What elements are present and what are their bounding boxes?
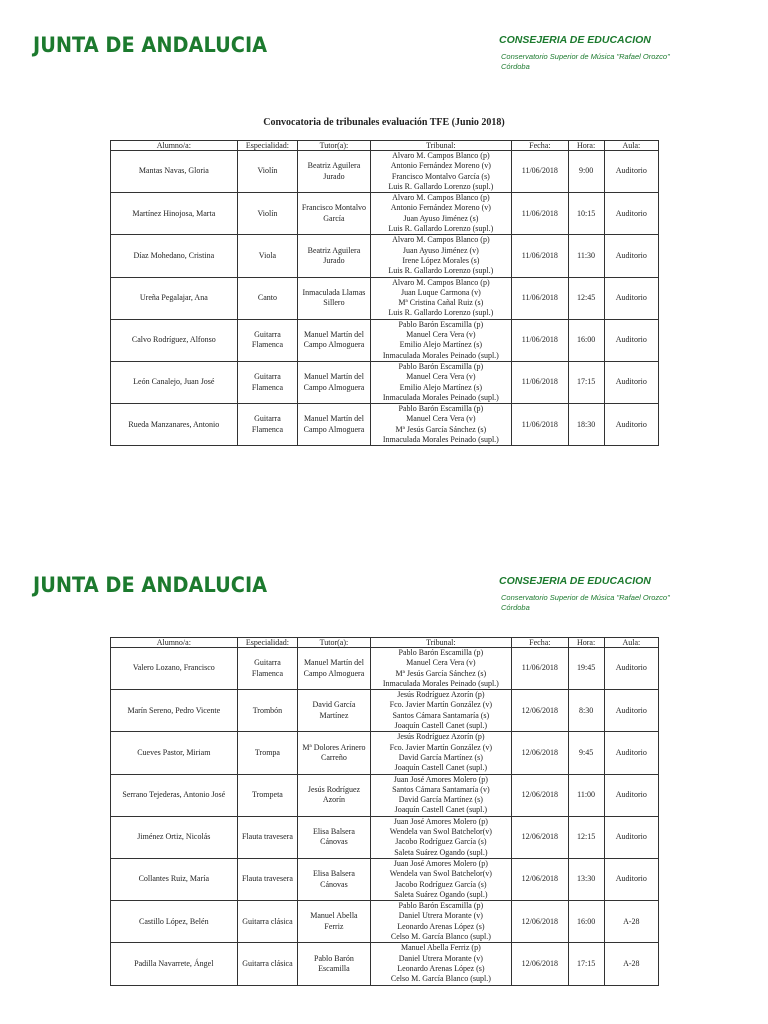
tribunal-member: Alvaro M. Campos Blanco (p) bbox=[392, 277, 490, 287]
cell-tribunal bbox=[370, 774, 512, 816]
cell-alumno: León Canalejo, Juan José bbox=[111, 361, 238, 403]
cell-tutor: David García Martínez bbox=[298, 690, 370, 732]
tribunal-member: Juan Ayuso Jiménez (v) bbox=[402, 245, 479, 255]
tribunal-member: David García Martínez (s) bbox=[398, 752, 483, 762]
cell-especialidad: Flauta travesera bbox=[237, 858, 298, 900]
tribunal-member: Leonardo Arenas López (s) bbox=[397, 921, 485, 931]
tribunal-member: Inmaculada Morales Peinado (supl.) bbox=[382, 435, 499, 445]
tribunal-member: Luis R. Gallardo Lorenzo (supl.) bbox=[388, 181, 494, 191]
cell-tribunal bbox=[370, 732, 512, 774]
cell-alumno: Cueves Pastor, Miriam bbox=[111, 732, 238, 774]
cell-hora: 16:00 bbox=[568, 901, 604, 943]
cell-tribunal bbox=[370, 361, 512, 403]
cell-hora: 11:30 bbox=[568, 235, 604, 277]
cell-alumno: Mantas Navas, Gloria bbox=[111, 151, 238, 193]
cell-especialidad: Guitarra Flamenca bbox=[237, 648, 298, 690]
cell-fecha: 12/06/2018 bbox=[512, 816, 568, 858]
cell-hora: 12:15 bbox=[568, 816, 604, 858]
cell-fecha: 11/06/2018 bbox=[512, 319, 568, 361]
tribunal-member: Juan José Amores Molero (p) bbox=[393, 816, 488, 826]
tribunal-member: Antonio Fernández Moreno (v) bbox=[390, 203, 491, 213]
column-header-hora: Hora: bbox=[568, 638, 604, 648]
tribunal-member: Santos Cámara Santamaría (s) bbox=[392, 710, 490, 720]
tribunal-member: Pablo Barón Escamilla (p) bbox=[398, 319, 484, 329]
tribunal-member: Manuel Abella Ferriz (p) bbox=[400, 943, 481, 953]
cell-hora: 10:15 bbox=[568, 193, 604, 235]
tribunal-member: Inmaculada Morales Peinado (supl.) bbox=[382, 350, 499, 360]
column-header-especialidad: Especialidad: bbox=[237, 141, 298, 151]
cell-alumno: Martínez Hinojosa, Marta bbox=[111, 193, 238, 235]
cell-aula: Auditorio bbox=[604, 858, 658, 900]
cell-tribunal bbox=[370, 277, 512, 319]
tribunal-member: Wendela van Swol Batchelor(v) bbox=[389, 869, 492, 879]
table-header-row bbox=[111, 638, 659, 648]
city-name: Córdoba bbox=[501, 62, 530, 71]
tribunal-member: Jesús Rodríguez Azorín (p) bbox=[397, 690, 485, 700]
tribunal-member: Francisco Montalvo García (s) bbox=[391, 171, 490, 181]
cell-aula: Auditorio bbox=[604, 648, 658, 690]
table-row bbox=[111, 648, 659, 690]
tribunal-member: Fco. Javier Martín González (v) bbox=[389, 742, 493, 752]
cell-tutor: Inmaculada Llamas Sillero bbox=[298, 277, 370, 319]
cell-tutor: Manuel Abella Ferriz bbox=[298, 901, 370, 943]
tribunal-member: Mª Cristina Cañal Ruiz (s) bbox=[398, 298, 484, 308]
column-header-fecha: Fecha: bbox=[512, 141, 568, 151]
tribunal-table-1 bbox=[110, 140, 659, 446]
cell-aula: Auditorio bbox=[604, 404, 658, 446]
column-header-aula: Aula: bbox=[604, 638, 658, 648]
tribunal-member: Celso M. García Blanco (supl.) bbox=[390, 932, 491, 942]
conservatorio-name: Conservatorio Superior de Música "Rafael Orozco" bbox=[501, 593, 670, 602]
tribunal-member: Pablo Barón Escamilla (p) bbox=[398, 404, 484, 414]
tribunal-member: Antonio Fernández Moreno (v) bbox=[390, 161, 491, 171]
cell-especialidad: Violín bbox=[237, 193, 298, 235]
cell-aula: A-28 bbox=[604, 943, 658, 985]
cell-fecha: 12/06/2018 bbox=[512, 901, 568, 943]
cell-especialidad: Guitarra Flamenca bbox=[237, 361, 298, 403]
tribunal-member: Fco. Javier Martín González (v) bbox=[389, 700, 493, 710]
cell-aula: Auditorio bbox=[604, 151, 658, 193]
cell-fecha: 11/06/2018 bbox=[512, 404, 568, 446]
tribunal-member: Irene López Morales (s) bbox=[402, 255, 480, 265]
cell-fecha: 11/06/2018 bbox=[512, 151, 568, 193]
table-row bbox=[111, 151, 659, 193]
tribunal-table-2 bbox=[110, 637, 659, 986]
table-row bbox=[111, 235, 659, 277]
tribunal-member: Daniel Utrera Morante (v) bbox=[398, 911, 483, 921]
cell-aula: Auditorio bbox=[604, 690, 658, 732]
cell-fecha: 12/06/2018 bbox=[512, 943, 568, 985]
cell-fecha: 11/06/2018 bbox=[512, 361, 568, 403]
tribunal-member: Luis R. Gallardo Lorenzo (supl.) bbox=[388, 266, 494, 276]
tribunal-member: Pablo Barón Escamilla (p) bbox=[398, 361, 484, 371]
tribunal-member: Joaquín Castell Canet (supl.) bbox=[394, 721, 488, 731]
tribunal-member: Alvaro M. Campos Blanco (p) bbox=[392, 193, 490, 203]
cell-tutor: Pablo Barón Escamilla bbox=[298, 943, 370, 985]
tribunal-member: Juan Ayuso Jiménez (s) bbox=[403, 213, 479, 223]
cell-alumno: Collantes Ruiz, María bbox=[111, 858, 238, 900]
tribunal-member: Luis R. Gallardo Lorenzo (supl.) bbox=[388, 224, 494, 234]
tribunal-member: Manuel Cera Vera (v) bbox=[406, 372, 476, 382]
column-header-aula: Aula: bbox=[604, 141, 658, 151]
cell-tribunal bbox=[370, 319, 512, 361]
table-row bbox=[111, 277, 659, 319]
cell-tutor: Francisco Montalvo García bbox=[298, 193, 370, 235]
column-header-hora: Hora: bbox=[568, 141, 604, 151]
table-row bbox=[111, 361, 659, 403]
table-row bbox=[111, 319, 659, 361]
tribunal-member: Jacobo Rodríguez García (s) bbox=[395, 837, 487, 847]
consejeria-heading: CONSEJERIA DE EDUCACION bbox=[499, 34, 651, 46]
cell-tutor: Manuel Martín del Campo Almoguera bbox=[298, 648, 370, 690]
cell-especialidad: Trompeta bbox=[237, 774, 298, 816]
table-row bbox=[111, 774, 659, 816]
document-title: Convocatoria de tribunales evaluación TFE (Junio 2018) bbox=[263, 117, 505, 128]
cell-especialidad: Guitarra clásica bbox=[237, 901, 298, 943]
cell-hora: 11:00 bbox=[568, 774, 604, 816]
table-row bbox=[111, 404, 659, 446]
tribunal-member: Juan José Amores Molero (p) bbox=[393, 774, 488, 784]
cell-hora: 9:45 bbox=[568, 732, 604, 774]
cell-tutor: Elisa Balsera Cánovas bbox=[298, 816, 370, 858]
tribunal-member: Emilio Alejo Martínez (s) bbox=[399, 340, 483, 350]
cell-aula: Auditorio bbox=[604, 235, 658, 277]
cell-especialidad: Guitarra clásica bbox=[237, 943, 298, 985]
tribunal-member: Leonardo Arenas López (s) bbox=[397, 963, 485, 973]
cell-alumno: Calvo Rodríguez, Alfonso bbox=[111, 319, 238, 361]
cell-tutor: Manuel Martín del Campo Almoguera bbox=[298, 361, 370, 403]
cell-hora: 17:15 bbox=[568, 361, 604, 403]
city-name: Córdoba bbox=[501, 603, 530, 612]
cell-tutor: Elisa Balsera Cánovas bbox=[298, 858, 370, 900]
consejeria-heading: CONSEJERIA DE EDUCACION bbox=[499, 575, 651, 587]
tribunal-member: Daniel Utrera Morante (v) bbox=[398, 953, 483, 963]
table-body bbox=[111, 151, 659, 446]
tribunal-member: Joaquín Castell Canet (supl.) bbox=[394, 763, 488, 773]
tribunal-member: Manuel Cera Vera (v) bbox=[406, 658, 476, 668]
cell-alumno: Castillo López, Belén bbox=[111, 901, 238, 943]
tribunal-member: Jacobo Rodríguez García (s) bbox=[395, 879, 487, 889]
cell-tutor: Manuel Martín del Campo Almoguera bbox=[298, 319, 370, 361]
cell-tribunal bbox=[370, 404, 512, 446]
cell-tribunal bbox=[370, 235, 512, 277]
cell-aula: Auditorio bbox=[604, 193, 658, 235]
cell-alumno: Marín Sereno, Pedro Vicente bbox=[111, 690, 238, 732]
table-header-row bbox=[111, 141, 659, 151]
cell-aula: Auditorio bbox=[604, 774, 658, 816]
cell-tribunal bbox=[370, 151, 512, 193]
tribunal-member: Wendela van Swol Batchelor(v) bbox=[389, 827, 492, 837]
cell-hora: 16:00 bbox=[568, 319, 604, 361]
column-header-tutor: Tutor(a): bbox=[298, 141, 370, 151]
column-header-fecha: Fecha: bbox=[512, 638, 568, 648]
cell-fecha: 11/06/2018 bbox=[512, 277, 568, 319]
cell-especialidad: Violín bbox=[237, 151, 298, 193]
tribunal-member: Luis R. Gallardo Lorenzo (supl.) bbox=[388, 308, 494, 318]
cell-tutor: Mª Dolores Arinero Carreño bbox=[298, 732, 370, 774]
cell-alumno: Serrano Tejederas, Antonio José bbox=[111, 774, 238, 816]
tribunal-member: Saleta Suárez Ogando (supl.) bbox=[394, 847, 488, 857]
column-header-alumno: Alumno/a: bbox=[111, 638, 238, 648]
junta-logo: JUNTA DE ANDALUCIA bbox=[33, 33, 268, 57]
cell-alumno: Díaz Mohedano, Cristina bbox=[111, 235, 238, 277]
tribunal-member: Santos Cámara Santamaría (v) bbox=[392, 784, 490, 794]
cell-hora: 12:45 bbox=[568, 277, 604, 319]
cell-especialidad: Guitarra Flamenca bbox=[237, 404, 298, 446]
cell-tribunal bbox=[370, 690, 512, 732]
cell-especialidad: Trompa bbox=[237, 732, 298, 774]
tribunal-member: Juan Luque Carmona (v) bbox=[400, 287, 481, 297]
cell-fecha: 12/06/2018 bbox=[512, 774, 568, 816]
tribunal-member: Pablo Barón Escamilla (p) bbox=[398, 648, 484, 657]
tribunal-member: Celso M. García Blanco (supl.) bbox=[390, 974, 491, 984]
cell-especialidad: Guitarra Flamenca bbox=[237, 319, 298, 361]
cell-fecha: 12/06/2018 bbox=[512, 690, 568, 732]
cell-tutor: Jesús Rodríguez Azorín bbox=[298, 774, 370, 816]
tribunal-member: David García Martínez (s) bbox=[398, 795, 483, 805]
cell-tutor: Beatriz Aguilera Jurado bbox=[298, 235, 370, 277]
tribunal-member: Jesús Rodríguez Azorín (p) bbox=[397, 732, 485, 742]
tribunal-member: Joaquín Castell Canet (supl.) bbox=[394, 805, 488, 815]
tribunal-member: Manuel Cera Vera (v) bbox=[406, 330, 476, 340]
cell-aula: Auditorio bbox=[604, 319, 658, 361]
cell-hora: 19:45 bbox=[568, 648, 604, 690]
cell-tribunal bbox=[370, 193, 512, 235]
tribunal-member: Saleta Suárez Ogando (supl.) bbox=[394, 889, 488, 899]
cell-tribunal bbox=[370, 816, 512, 858]
table-row bbox=[111, 858, 659, 900]
table-body bbox=[111, 648, 659, 986]
cell-especialidad: Canto bbox=[237, 277, 298, 319]
cell-fecha: 11/06/2018 bbox=[512, 235, 568, 277]
cell-alumno: Rueda Manzanares, Antonio bbox=[111, 404, 238, 446]
cell-fecha: 12/06/2018 bbox=[512, 858, 568, 900]
column-header-especialidad: Especialidad: bbox=[237, 638, 298, 648]
tribunal-member: Inmaculada Morales Peinado (supl.) bbox=[382, 392, 499, 402]
cell-alumno: Valero Lozano, Francisco bbox=[111, 648, 238, 690]
cell-hora: 13:30 bbox=[568, 858, 604, 900]
cell-tribunal bbox=[370, 943, 512, 985]
table-row bbox=[111, 816, 659, 858]
cell-tribunal bbox=[370, 901, 512, 943]
column-header-tutor: Tutor(a): bbox=[298, 638, 370, 648]
cell-hora: 17:15 bbox=[568, 943, 604, 985]
cell-aula: Auditorio bbox=[604, 277, 658, 319]
tribunal-member: Mª Jesús García Sánchez (s) bbox=[395, 668, 487, 678]
tribunal-member: Pablo Barón Escamilla (p) bbox=[398, 901, 484, 911]
cell-aula: Auditorio bbox=[604, 361, 658, 403]
tribunal-member: Mª Jesús García Sánchez (s) bbox=[395, 424, 487, 434]
cell-fecha: 11/06/2018 bbox=[512, 193, 568, 235]
cell-tutor: Manuel Martín del Campo Almoguera bbox=[298, 404, 370, 446]
junta-logo: JUNTA DE ANDALUCIA bbox=[33, 573, 268, 597]
cell-tribunal bbox=[370, 648, 512, 690]
cell-aula: Auditorio bbox=[604, 732, 658, 774]
cell-alumno: Padilla Navarrete, Ángel bbox=[111, 943, 238, 985]
cell-especialidad: Trombón bbox=[237, 690, 298, 732]
conservatorio-name: Conservatorio Superior de Música "Rafael Orozco" bbox=[501, 52, 670, 61]
cell-aula: Auditorio bbox=[604, 816, 658, 858]
cell-alumno: Ureña Pegalajar, Ana bbox=[111, 277, 238, 319]
column-header-tribunal: Tribunal: bbox=[370, 141, 512, 151]
cell-especialidad: Flauta travesera bbox=[237, 816, 298, 858]
table-row bbox=[111, 193, 659, 235]
cell-fecha: 12/06/2018 bbox=[512, 732, 568, 774]
table-row bbox=[111, 690, 659, 732]
tribunal-member: Emilio Alejo Martínez (s) bbox=[399, 382, 483, 392]
cell-hora: 18:30 bbox=[568, 404, 604, 446]
cell-tutor: Beatriz Aguilera Jurado bbox=[298, 151, 370, 193]
cell-hora: 8:30 bbox=[568, 690, 604, 732]
table-row bbox=[111, 943, 659, 985]
tribunal-member: Inmaculada Morales Peinado (supl.) bbox=[382, 678, 499, 688]
tribunal-member: Manuel Cera Vera (v) bbox=[406, 414, 476, 424]
cell-tribunal bbox=[370, 858, 512, 900]
column-header-tribunal: Tribunal: bbox=[370, 638, 512, 648]
tribunal-member: Alvaro M. Campos Blanco (p) bbox=[392, 151, 490, 160]
tribunal-member: Juan José Amores Molero (p) bbox=[393, 858, 488, 868]
tribunal-member: Alvaro M. Campos Blanco (p) bbox=[392, 235, 490, 245]
table-row bbox=[111, 732, 659, 774]
cell-fecha: 11/06/2018 bbox=[512, 648, 568, 690]
table-row bbox=[111, 901, 659, 943]
cell-aula: A-28 bbox=[604, 901, 658, 943]
cell-alumno: Jiménez Ortiz, Nicolás bbox=[111, 816, 238, 858]
cell-especialidad: Viola bbox=[237, 235, 298, 277]
column-header-alumno: Alumno/a: bbox=[111, 141, 238, 151]
cell-hora: 9:00 bbox=[568, 151, 604, 193]
